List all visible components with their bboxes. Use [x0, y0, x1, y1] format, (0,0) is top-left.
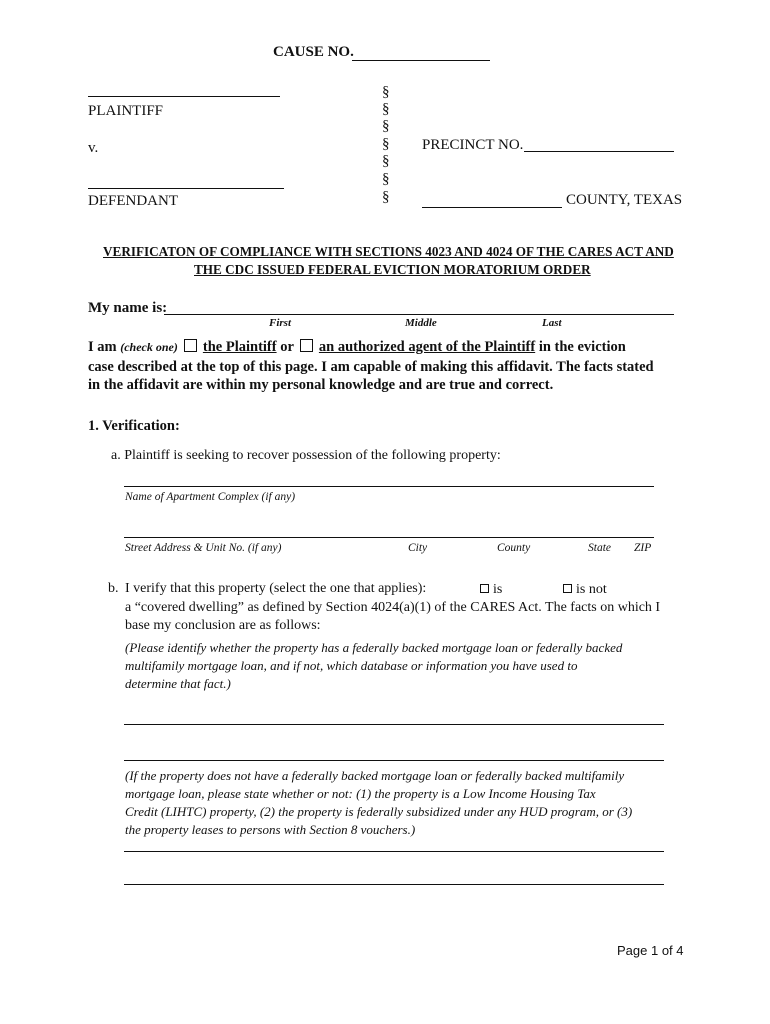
lihtc-answer-line[interactable] [124, 884, 664, 885]
name-label: My name is: [88, 300, 168, 316]
zip-caption: ZIP [634, 542, 652, 554]
city-caption: City [408, 542, 428, 554]
name-field[interactable] [164, 314, 674, 315]
section-symbol: § [382, 101, 390, 117]
item-b-prefix: b. [108, 581, 119, 596]
section-symbol: § [382, 189, 390, 205]
verification-heading: 1. Verification: [88, 418, 180, 434]
plaintiff-checkbox[interactable] [184, 339, 197, 352]
cause-no-field[interactable] [352, 60, 490, 61]
option-is-label: is [493, 582, 503, 597]
plaintiff-label: PLAINTIFF [88, 103, 164, 119]
plaintiff-name-field[interactable] [88, 96, 280, 97]
option-agent-text: an authorized agent of the Plaintiff [318, 339, 536, 355]
section-symbol: § [382, 153, 390, 169]
county-field[interactable] [422, 207, 562, 208]
is-checkbox[interactable] [480, 584, 489, 593]
note2-line1: (If the property does not have a federally backed mortgage loan or federally backed multifamily [125, 768, 625, 783]
section-symbol: § [382, 136, 390, 152]
apartment-complex-caption: Name of Apartment Complex (if any) [125, 491, 296, 503]
option-is[interactable] [480, 582, 502, 598]
or-text: or [280, 339, 294, 355]
section-symbol: § [382, 171, 390, 187]
option-is-not[interactable] [563, 582, 607, 598]
section-symbol: § [382, 84, 390, 100]
apartment-complex-field[interactable] [124, 486, 654, 487]
check-one-text: (check one) [120, 340, 178, 354]
defendant-name-field[interactable] [88, 188, 284, 189]
note1-line2: multifamily mortgage loan, and if not, which database or information you have used to [125, 658, 578, 673]
i-am-text: I am [88, 339, 117, 355]
affiant-line3: in the affidavit are within my personal knowledge and are true and correct. [88, 377, 554, 393]
option-is-not-label: is not [576, 582, 607, 597]
affiant-line1-rest: in the eviction [538, 339, 626, 355]
name-middle-caption: Middle [405, 317, 437, 329]
document-title-line2: THE CDC ISSUED FEDERAL EVICTION MORATORIUM ORDER [194, 262, 591, 277]
option-plaintiff-text: the Plaintiff [202, 339, 277, 355]
note2-line2: mortgage loan, please state whether or not: (1) the property is a Low Income Housing Tax [125, 786, 596, 801]
section-symbol: § [382, 118, 390, 134]
affiant-line1 [88, 337, 626, 357]
is-not-checkbox[interactable] [563, 584, 572, 593]
street-address-field[interactable] [124, 537, 654, 538]
defendant-label: DEFENDANT [88, 193, 178, 209]
note2-line4: the property leases to persons with Section 8 vouchers.) [125, 822, 416, 837]
state-caption: State [588, 542, 611, 554]
county-caption: County [497, 542, 531, 554]
precinct-field[interactable] [524, 151, 674, 152]
item-b-line2: a “covered dwelling” as defined by Section 4024(a)(1) of the CARES Act. The facts on which I [125, 600, 661, 615]
precinct-label: PRECINCT NO. [422, 137, 524, 153]
facts-answer-line[interactable] [124, 760, 664, 761]
item-b-text: I verify that this property (select the one that applies): [125, 581, 427, 596]
document-title-line1: VERIFICATON OF COMPLIANCE WITH SECTIONS 4023 AND 4024 OF THE CARES ACT AND [103, 244, 674, 259]
item-b-line3: base my conclusion are as follows: [125, 618, 321, 633]
page-number: Page 1 of 4 [617, 943, 684, 958]
name-first-caption: First [269, 317, 292, 329]
lihtc-answer-line[interactable] [124, 851, 664, 852]
item-a-text: a. Plaintiff is seeking to recover possession of the following property: [111, 448, 501, 463]
note1-line3: determine that fact.) [125, 676, 231, 691]
facts-answer-line[interactable] [124, 724, 664, 725]
agent-checkbox[interactable] [300, 339, 313, 352]
note1-line1: (Please identify whether the property has a federally backed mortgage loan or federally backed [125, 640, 623, 655]
note2-line3: Credit (LIHTC) property, (2) the property is federally subsidized under any HUD program, or (3) [125, 804, 633, 819]
name-last-caption: Last [542, 317, 562, 329]
county-label: COUNTY, TEXAS [566, 192, 683, 208]
cause-no-label: CAUSE NO. [273, 44, 354, 60]
versus-label: v. [88, 140, 99, 156]
street-address-caption: Street Address & Unit No. (if any) [125, 542, 282, 554]
affiant-line2: case described at the top of this page. I am capable of making this affidavit. The facts stated [88, 359, 654, 375]
